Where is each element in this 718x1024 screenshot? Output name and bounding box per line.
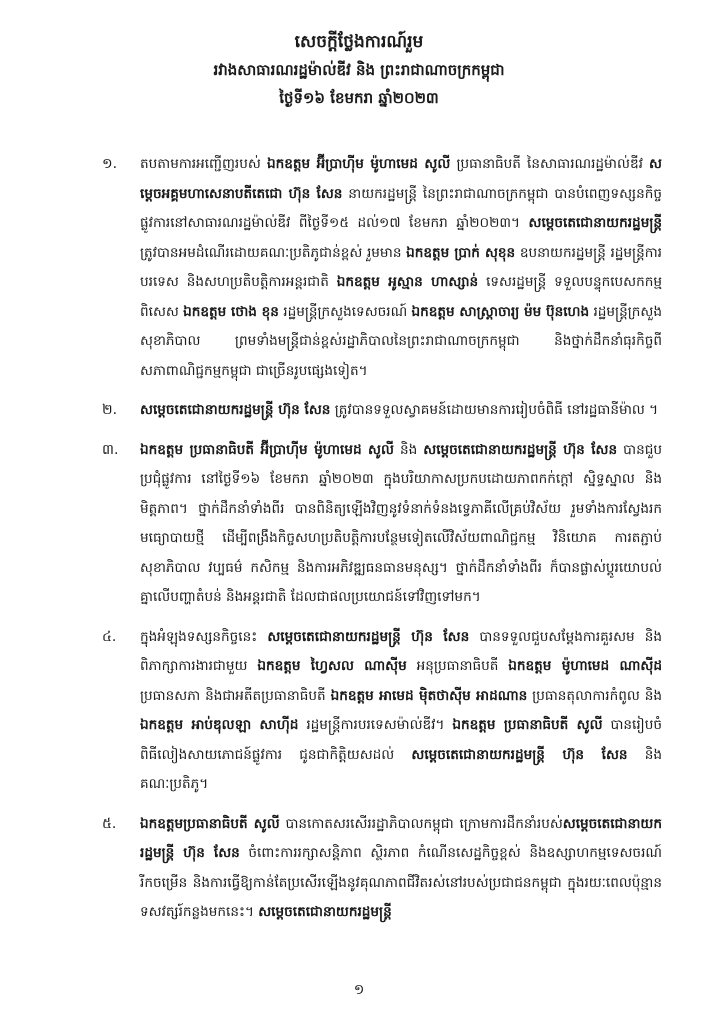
body-text: បានកោតសរសើររដ្ឋាភិបាលកម្ពុជា ក្រោមការដឹកនាំរបស់ [279, 815, 563, 832]
bold-name-text: ឯកឧត្តម ប្រធានាធិបតី សូលី [452, 717, 603, 733]
bold-name-text: សម្តេចតេជោនាយករដ្ឋមន្ត្រី [528, 215, 662, 231]
body-text: និងគណៈប្រតិភូ។ [140, 746, 662, 792]
body-text: ប្រធានតុលាការកំពូល និង [527, 687, 662, 704]
paragraph-number: ៥. [102, 815, 117, 832]
page-number: ១ [353, 982, 365, 998]
body-text: បានជួបប្រជុំផ្លូវការ នៅថ្ងៃទី១៦ ខែមករា ឆ្នាំ២០២៣ ក្នុងបរិយាកាសប្រកបដោយភាពកក់ក្តៅ ស្និទ្ធស្នាល និងមិត្តភាព។ ថ្នាក់ដឹកនាំទាំងពីរ បានពិនិត្យឡើងវិញនូវទំនាក់ទំនងទ្វេភាគីលើគ្រប់វិស័យ រួមទាំងការស្វែងរកមធ្យោបាយថ្មី ដើម្បីពង្រឹងកិច្ចសហប្រតិបត្តិការបន្ថែមទៀតលើវិស័យពាណិជ្ជកម្ម វិនិយោគ ការតភ្ជាប់ សុខាភិបាល វប្បធម៌ កសិកម្ម និងការអភិវឌ្ឍធនធានមនុស្ស។ ថ្នាក់ដឹកនាំទាំងពីរ ក៏បានផ្លាស់ប្តូរយោបល់គ្នាលើបញ្ហាតំបន់ និងអន្តរជាតិ ដែលជាផលប្រយោជន៍ទៅវិញទៅមក។ [140, 441, 662, 605]
bold-name-text: សម្តេចអគ្គមហាសេនាបតីតេជោ ហ៊ុន សែន [140, 156, 662, 202]
bold-name-text: សម្តេចតេជោនាយករដ្ឋមន្ត្រី ហ៊ុន សែន [423, 441, 618, 458]
bold-name-text: សម្តេចតេជោនាយករដ្ឋមន្ត្រី ហ៊ុន សែន [267, 628, 470, 645]
bold-name-text: ឯកឧត្តម ថោង ខុន [183, 303, 279, 320]
body-text: អនុប្រធានាធិបតី [406, 658, 509, 674]
body-text: ឧបនាយករដ្ឋមន្ត្រី រដ្ឋមន្ត្រីការបរទេស និងសហប្រតិបត្តិការអន្តរជាតិ [140, 244, 662, 290]
body-text: ត្រូវបានអមដំណើរដោយគណៈប្រតិភូជាន់ខ្ពស់ រួមមាន [140, 244, 407, 261]
bold-name-text: សម្តេចតេជោនាយករដ្ឋមន្ត្រី [258, 904, 392, 920]
body-text: ត្រូវបានទទួលស្វាគមន៍ដោយមានការរៀបចំពិធី នៅរដ្ឋធានីម៉ាល ។ [330, 402, 659, 418]
document-title: សេចក្តីថ្លែងការណ៍រួម [294, 32, 424, 52]
body-text: ប្រធានាធិបតី នៃសាធារណរដ្ឋម៉ាល់ឌីវ [450, 156, 650, 172]
paragraph-number: ២. [102, 402, 118, 418]
bold-name-text: ឯកឧត្តម ហ្វៃសល ណាស៊ីម [257, 658, 407, 674]
body-text: រដ្ឋមន្ត្រីការបរទេសម៉ាល់ឌីវ។ [298, 717, 453, 733]
numbered-paragraph [102, 150, 662, 386]
body-text: រដ្ឋមន្ត្រីក្រសួងសុខាភិបាល ព្រមទាំងមន្ត្រីជាន់ខ្ពស់រដ្ឋាភិបាលនៃព្រះរាជាណាចក្រកម្ពុជា និងថ្នាក់ដឹកនាំធុរកិច្ចពីសភាពាណិជ្ជកម្មកម្ពុជា ជាច្រើនរូបផ្សេងទៀត។ [140, 303, 662, 379]
bold-name-text: ឯកឧត្តម អ៊ីប្រាហ៊ីម ម៉ូហាមេដ សូលី [266, 156, 451, 172]
body-text: ក្នុងអំឡុងទស្សនកិច្ចនេះ [140, 628, 268, 645]
body-text: ទេសរដ្ឋមន្ត្រី ទទួលបន្ទុកបេសកកម្មពិសេស [140, 274, 662, 320]
bold-name-text: សម្តេចតេជោនាយករដ្ឋមន្ត្រី ហ៊ុន សែន [140, 402, 331, 418]
paragraph-number: ១. [102, 156, 118, 172]
bold-name-text: សម្តេចតេជោនាយករដ្ឋមន្ត្រី ហ៊ុន សែន [411, 746, 628, 763]
body-text: នាយករដ្ឋមន្ត្រី នៃព្រះរាជាណាចក្រកម្ពុជា បានបំពេញទស្សនកិច្ចផ្លូវការនៅសាធារណរដ្ឋម៉ាល់ឌីវ ពីថ្ងៃទី១៥ ដល់១៧ ខែមករា ឆ្នាំ២០២៣។ [140, 185, 662, 231]
body-text: ប្រធានសភា និងជាអតីតប្រធានាធិបតី [140, 687, 331, 704]
document-subtitle: រវាងសាធារណរដ្ឋម៉ាល់ឌីវ និង ព្រះរាជាណាចក្រកម្ពុជា [213, 61, 505, 79]
document-header [0, 28, 718, 112]
body-text: និង [393, 441, 424, 458]
bold-name-text: ឯកឧត្តម ប្រធានាធិបតី អ៊ីប្រាហ៊ីម ម៉ូហាមេដ សូលី [140, 441, 394, 458]
numbered-paragraph [102, 396, 662, 426]
bold-name-text: ឯកឧត្តមប្រធានាធិបតី សូលី [140, 815, 280, 832]
paragraph-text [140, 396, 662, 426]
numbered-paragraph [102, 623, 662, 800]
numbered-paragraph [102, 810, 662, 928]
paragraph-text [140, 436, 662, 613]
body-text: រដ្ឋមន្ត្រីក្រសួងទេសចរណ៍ [278, 303, 412, 320]
bold-name-text: ឯកឧត្តម អាមេដ មុិតថាស៊ីម អាដណាន [330, 687, 528, 704]
bold-name-text: ឯកឧត្តម សាស្ត្រាចារ្យ ម៉ម ប៊ុនហេង [411, 303, 590, 320]
paragraph-text [140, 810, 662, 928]
paragraph-text [140, 150, 662, 386]
bold-name-text: ឯកឧត្តម ម៉ូហាមេដ ណាស៊ីដ [508, 658, 662, 674]
bold-name-text: សម្តេចតេជោនាយករដ្ឋមន្ត្រី ហ៊ុន សែន [140, 815, 662, 861]
numbered-paragraph [102, 436, 662, 613]
body-text: តបតាមការអញ្ជើញរបស់ [140, 156, 267, 172]
bold-name-text: ឯកឧត្តម អូស្មាន ហាស្សាន់ [336, 274, 479, 290]
paragraph-number: ៤. [102, 628, 117, 645]
body-text: បានទទួលជួបសម្តែងការគួរសម និងពិភាក្សាការងារជាមួយ [140, 628, 662, 674]
paragraph-text [140, 623, 662, 800]
bold-name-text: ឯកឧត្តម អាប់ឌុលឡា សាហ៊ីដ [140, 717, 299, 733]
document-date: ថ្ងៃទី១៦ ខែមករា ឆ្នាំ២០២៣ [279, 89, 439, 107]
bold-name-text: ឯកឧត្តម ប្រាក់ សុខុន [406, 244, 516, 261]
body-text: ចំពោះការរក្សាសន្តិភាព ស្ថិរភាព កំណើនសេដ្ឋកិច្ចខ្ពស់ និងឧស្សាហកម្មទេសចរណ៍រីកចម្រើន និងការធ្វើឱ្យកាន់តែប្រសើរឡើងនូវគុណភាពជីវិតរស់នៅរបស់ប្រជាជនកម្ពុជា ក្នុងរយៈពេលប៉ុន្មានទសវត្សរ៍កន្លងមកនេះ។ [140, 845, 662, 920]
paragraph-number: ៣. [102, 441, 119, 458]
paragraph-list [102, 150, 662, 938]
body-text: បានរៀបចំពិធីលៀងសាយភោជន៍ផ្លូវការ ជូនជាកិត្តិយសដល់ [140, 717, 662, 763]
